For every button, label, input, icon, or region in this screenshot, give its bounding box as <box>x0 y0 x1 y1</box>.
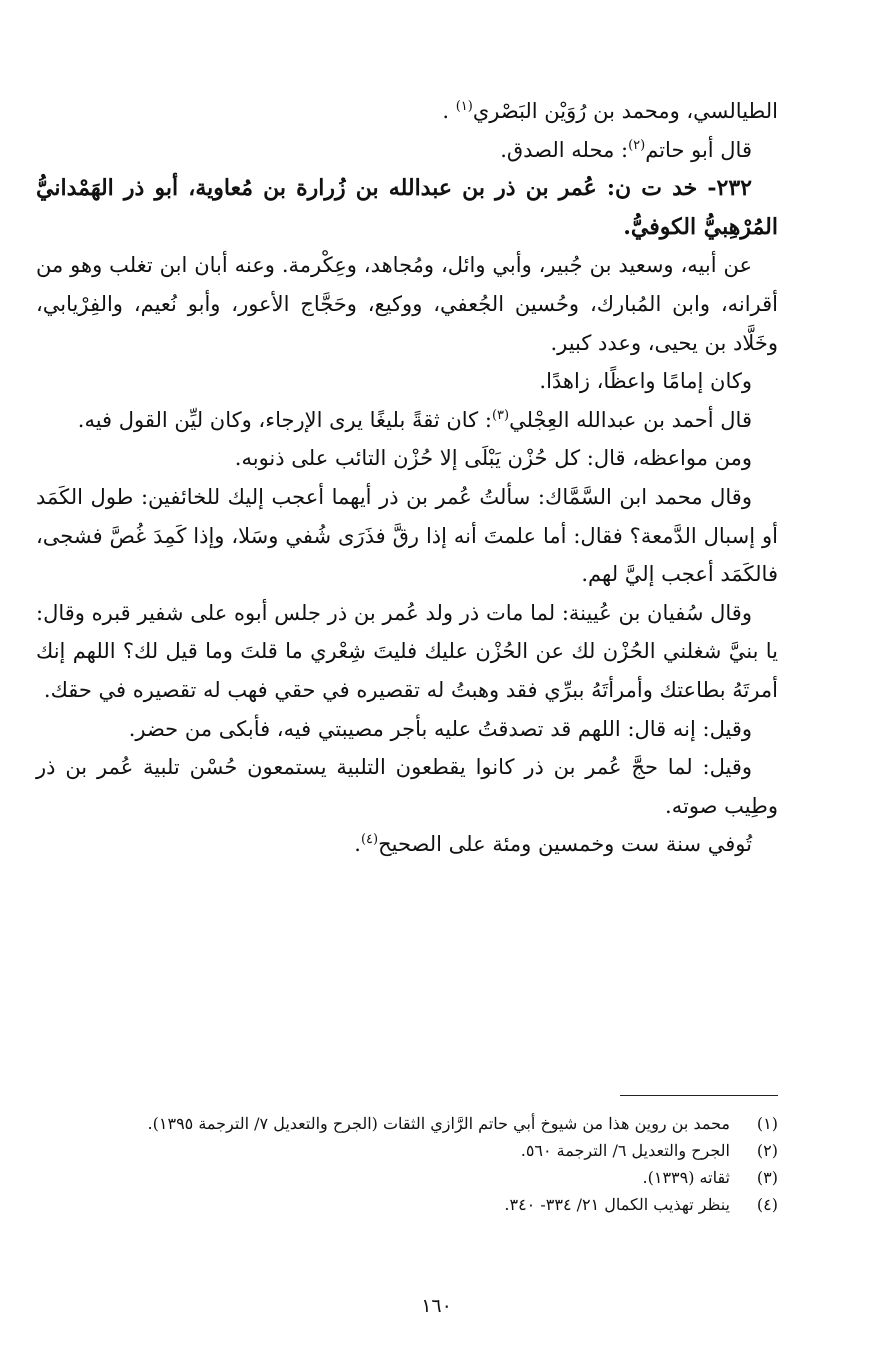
footnote-ref-1[interactable]: (١) <box>455 99 473 114</box>
text-line-end: . <box>442 99 456 123</box>
paragraph-mawaiz: ومن مواعظه، قال: كل حُزْن يَبْلَى إلا حُزْن التائب على ذنوبه. <box>234 446 752 471</box>
footnote-text: محمد بن روين هذا من شيوخ أبي حاتم الرَّازي الثقات (الجرح والتعديل ٧/ الترجمة ١٣٩٥). <box>147 1114 730 1133</box>
paragraph-qil-2: وقيل: لما حجَّ عُمر بن ذر كانوا يقطعون التلبية يستمعون حُسْن تلبية عُمر بن ذر وطِيب صوته. <box>36 755 778 818</box>
footnote-divider <box>620 1095 778 1096</box>
footnote-text: ثقاته (١٣٣٩). <box>642 1168 730 1187</box>
text-line: قال أبو حاتم <box>645 137 752 162</box>
footnote-text: الجرح والتعديل ٦/ الترجمة ٥٦٠. <box>520 1141 730 1160</box>
entry-heading: ٢٣٢- خد ت ن: عُمر بن ذر بن عبدالله بن زُرارة بن مُعاوية، أبو ذر الهَمْدانيُّ المُرْهِبيُّ الكوفيُّ. <box>36 175 778 240</box>
paragraph-qil-1: وقيل: إنه قال: اللهم قد تصدقتُ عليه بأجر مصيبتي فيه، فأبكى من حضر. <box>128 716 752 741</box>
footnote-number: (٣) <box>756 1168 778 1187</box>
footnotes <box>36 1110 778 1218</box>
paragraph-death <box>36 825 778 864</box>
main-text <box>36 92 778 864</box>
text-line-end: : محله الصدق. <box>500 137 629 162</box>
paragraph-imam: وكان إمامًا واعظًا، زاهدًا. <box>539 369 752 394</box>
footnote-item <box>36 1110 778 1137</box>
footnote-text: ينظر تهذيب الكمال ٢١/ ٣٣٤- ٣٤٠. <box>504 1195 730 1214</box>
paragraph-ijli <box>36 401 778 440</box>
footnote-item <box>36 1137 778 1164</box>
paragraph-sufyan: وقال سُفيان بن عُيينة: لما مات ذر ولد عُمر بن ذر جلس أبوه على شفير قبره وقال: يا بنيَّ شغلني الحُزْن لك عن الحُزْن عليك فليتَ شِعْري ما قلتَ وما قيل لك؟ اللهم إنك أمرتَهُ بطاعتك وأمرأتَهُ ببرِّي فقد وهبتُ له تقصيره في حقي فهب له تقصيره في حقك. <box>36 600 778 702</box>
text-line: الطيالسي، ومحمد بن رُوَيْن البَصْري <box>472 99 778 123</box>
footnote-number: (١) <box>756 1114 778 1133</box>
text-line-end: . <box>354 832 361 857</box>
text-line-end: : كان ثقةً بليغًا يرى الإرجاء، وكان ليِّن القول فيه. <box>77 407 492 432</box>
text-line: تُوفي سنة ست وخمسين ومئة على الصحيح <box>378 832 752 857</box>
paragraph-sammak: وقال محمد ابن السَّمَّاك: سألتُ عُمر بن ذر أيهما أعجب إليك للخائفين: طول الكَمَد أو إسبال الدَّمعة؟ فقال: أما علمتَ أنه إذا رقَّ فذَرَى شُفي وسَلا، وإذا كَمِدَ غُصَّ فشجى، فالكَمَد أعجب إليَّ لهم. <box>36 484 778 587</box>
paragraph-abu-hatim <box>36 131 778 170</box>
footnote-ref-4[interactable]: (٤) <box>360 832 379 848</box>
footnote-ref-3[interactable]: (٣) <box>491 407 510 423</box>
paragraph-continuation <box>36 92 778 131</box>
text-line: قال أحمد بن عبدالله العِجْلي <box>509 407 752 432</box>
page-number: ١٦٠ <box>421 1295 452 1317</box>
footnote-item <box>36 1191 778 1218</box>
page-body <box>36 92 778 864</box>
footnote-number: (٤) <box>756 1195 778 1214</box>
footnote-ref-2[interactable]: (٢) <box>628 137 646 153</box>
footnote-item <box>36 1164 778 1191</box>
footnote-number: (٢) <box>756 1141 778 1160</box>
paragraph-teachers: عن أبيه، وسعيد بن جُبير، وأبي وائل، ومُجاهد، وعِكْرمة. وعنه أبان ابن تغلب وهو من أقرانه، وابن المُبارك، وحُسين الجُعفي، ووكيع، وحَجَّاج الأعور، وأبو نُعيم، والفِرْيابي، وخَلَّاد بن يحيى، وعدد كبير. <box>36 253 778 355</box>
